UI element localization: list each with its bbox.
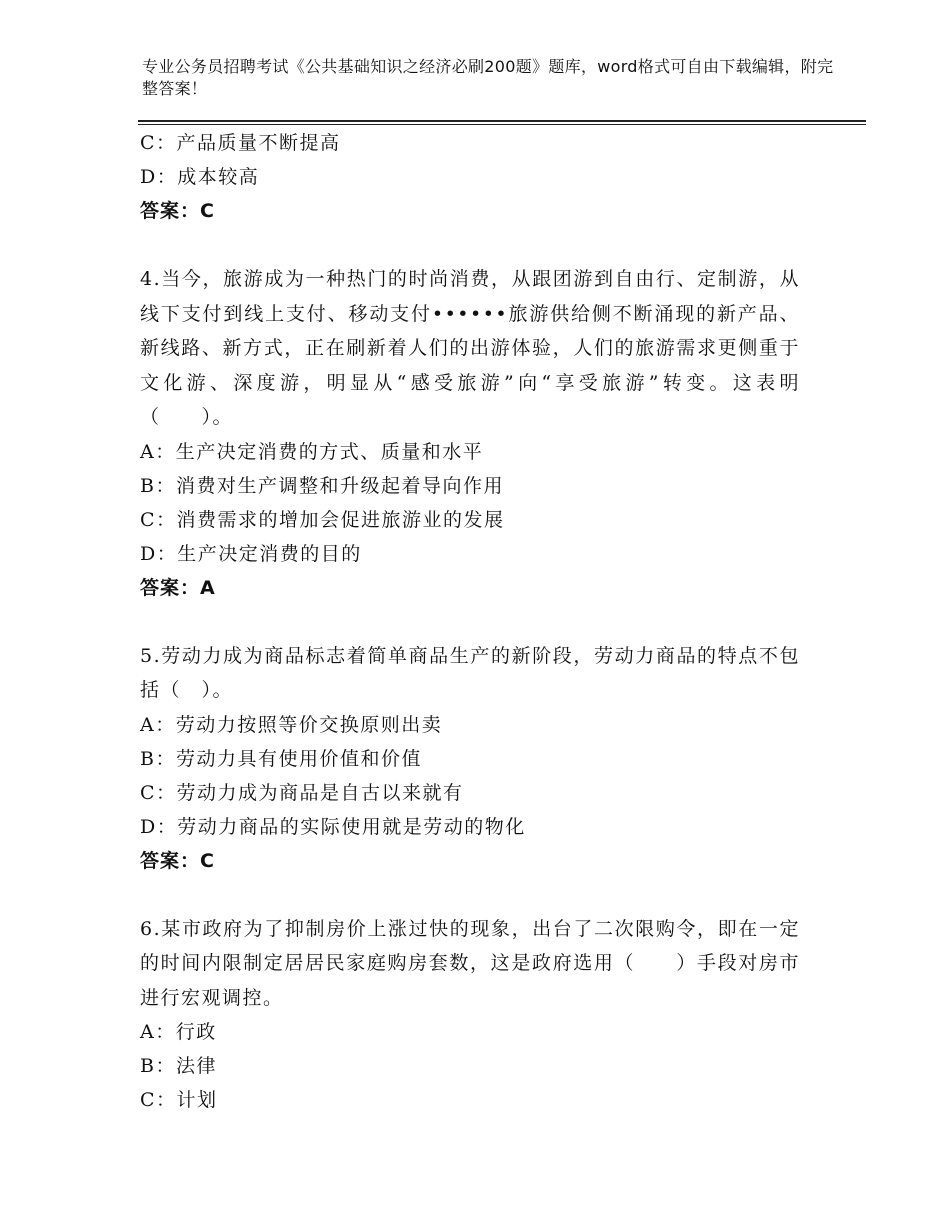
- q4-stem: 4.当今，旅游成为一种热门的时尚消费，从跟团游到自由行、定制游，从线下支付到线上支付、移动支付••••••旅游供给侧不断涌现的新产品、新线路、新方式，正在刷新着人们的出游体验，人们的旅游需求更侧重于文化游、深度游，明显从“感受旅游”向“享受旅游”转变。这表明（ ）。: [140, 268, 800, 428]
- q4-option-c: C：消费需求的增加会促进旅游业的发展: [140, 508, 505, 531]
- question-content: [140, 126, 800, 1117]
- q4-answer: 答案：A: [140, 576, 216, 599]
- q3-option-d: D：成本较高: [140, 166, 260, 188]
- q5-option-d: D：劳动力商品的实际使用就是劳动的物化: [140, 815, 526, 838]
- q5-answer: 答案：C: [140, 849, 215, 872]
- page-header: 专业公务员招聘考试《公共基础知识之经济必刷200题》题库，word格式可自由下载编辑，附完整答案！: [142, 57, 834, 98]
- q6-option-b: B：法律: [140, 1055, 217, 1077]
- q4-option-b: B：消费对生产调整和升级起着导向作用: [140, 474, 504, 497]
- q4-option-a: A：生产决定消费的方式、质量和水平: [140, 440, 484, 463]
- q6-stem: 6.某市政府为了抑制房价上涨过快的现象，出台了二次限购令，即在一定的时间内限制定居居民家庭购房套数，这是政府选用（ ）手段对房市进行宏观调控。: [140, 917, 800, 1009]
- q5-option-c: C：劳动力成为商品是自古以来就有: [140, 781, 464, 804]
- q5-option-a: A：劳动力按照等价交换原则出卖: [140, 713, 443, 736]
- q3-answer: 答案：C: [140, 200, 215, 222]
- q6-option-a: A：行政: [140, 1021, 217, 1043]
- header-rule-thin: [138, 124, 866, 125]
- q4-option-d: D：生产决定消费的目的: [140, 542, 362, 565]
- q6-option-c: C：计划: [140, 1089, 218, 1111]
- header-rule: [138, 120, 866, 122]
- q5-stem: 5.劳动力成为商品标志着简单商品生产的新阶段，劳动力商品的特点不包括（ ）。: [140, 644, 800, 701]
- q5-option-b: B：劳动力具有使用价值和价值: [140, 747, 422, 770]
- q3-option-c: C：产品质量不断提高: [140, 132, 341, 154]
